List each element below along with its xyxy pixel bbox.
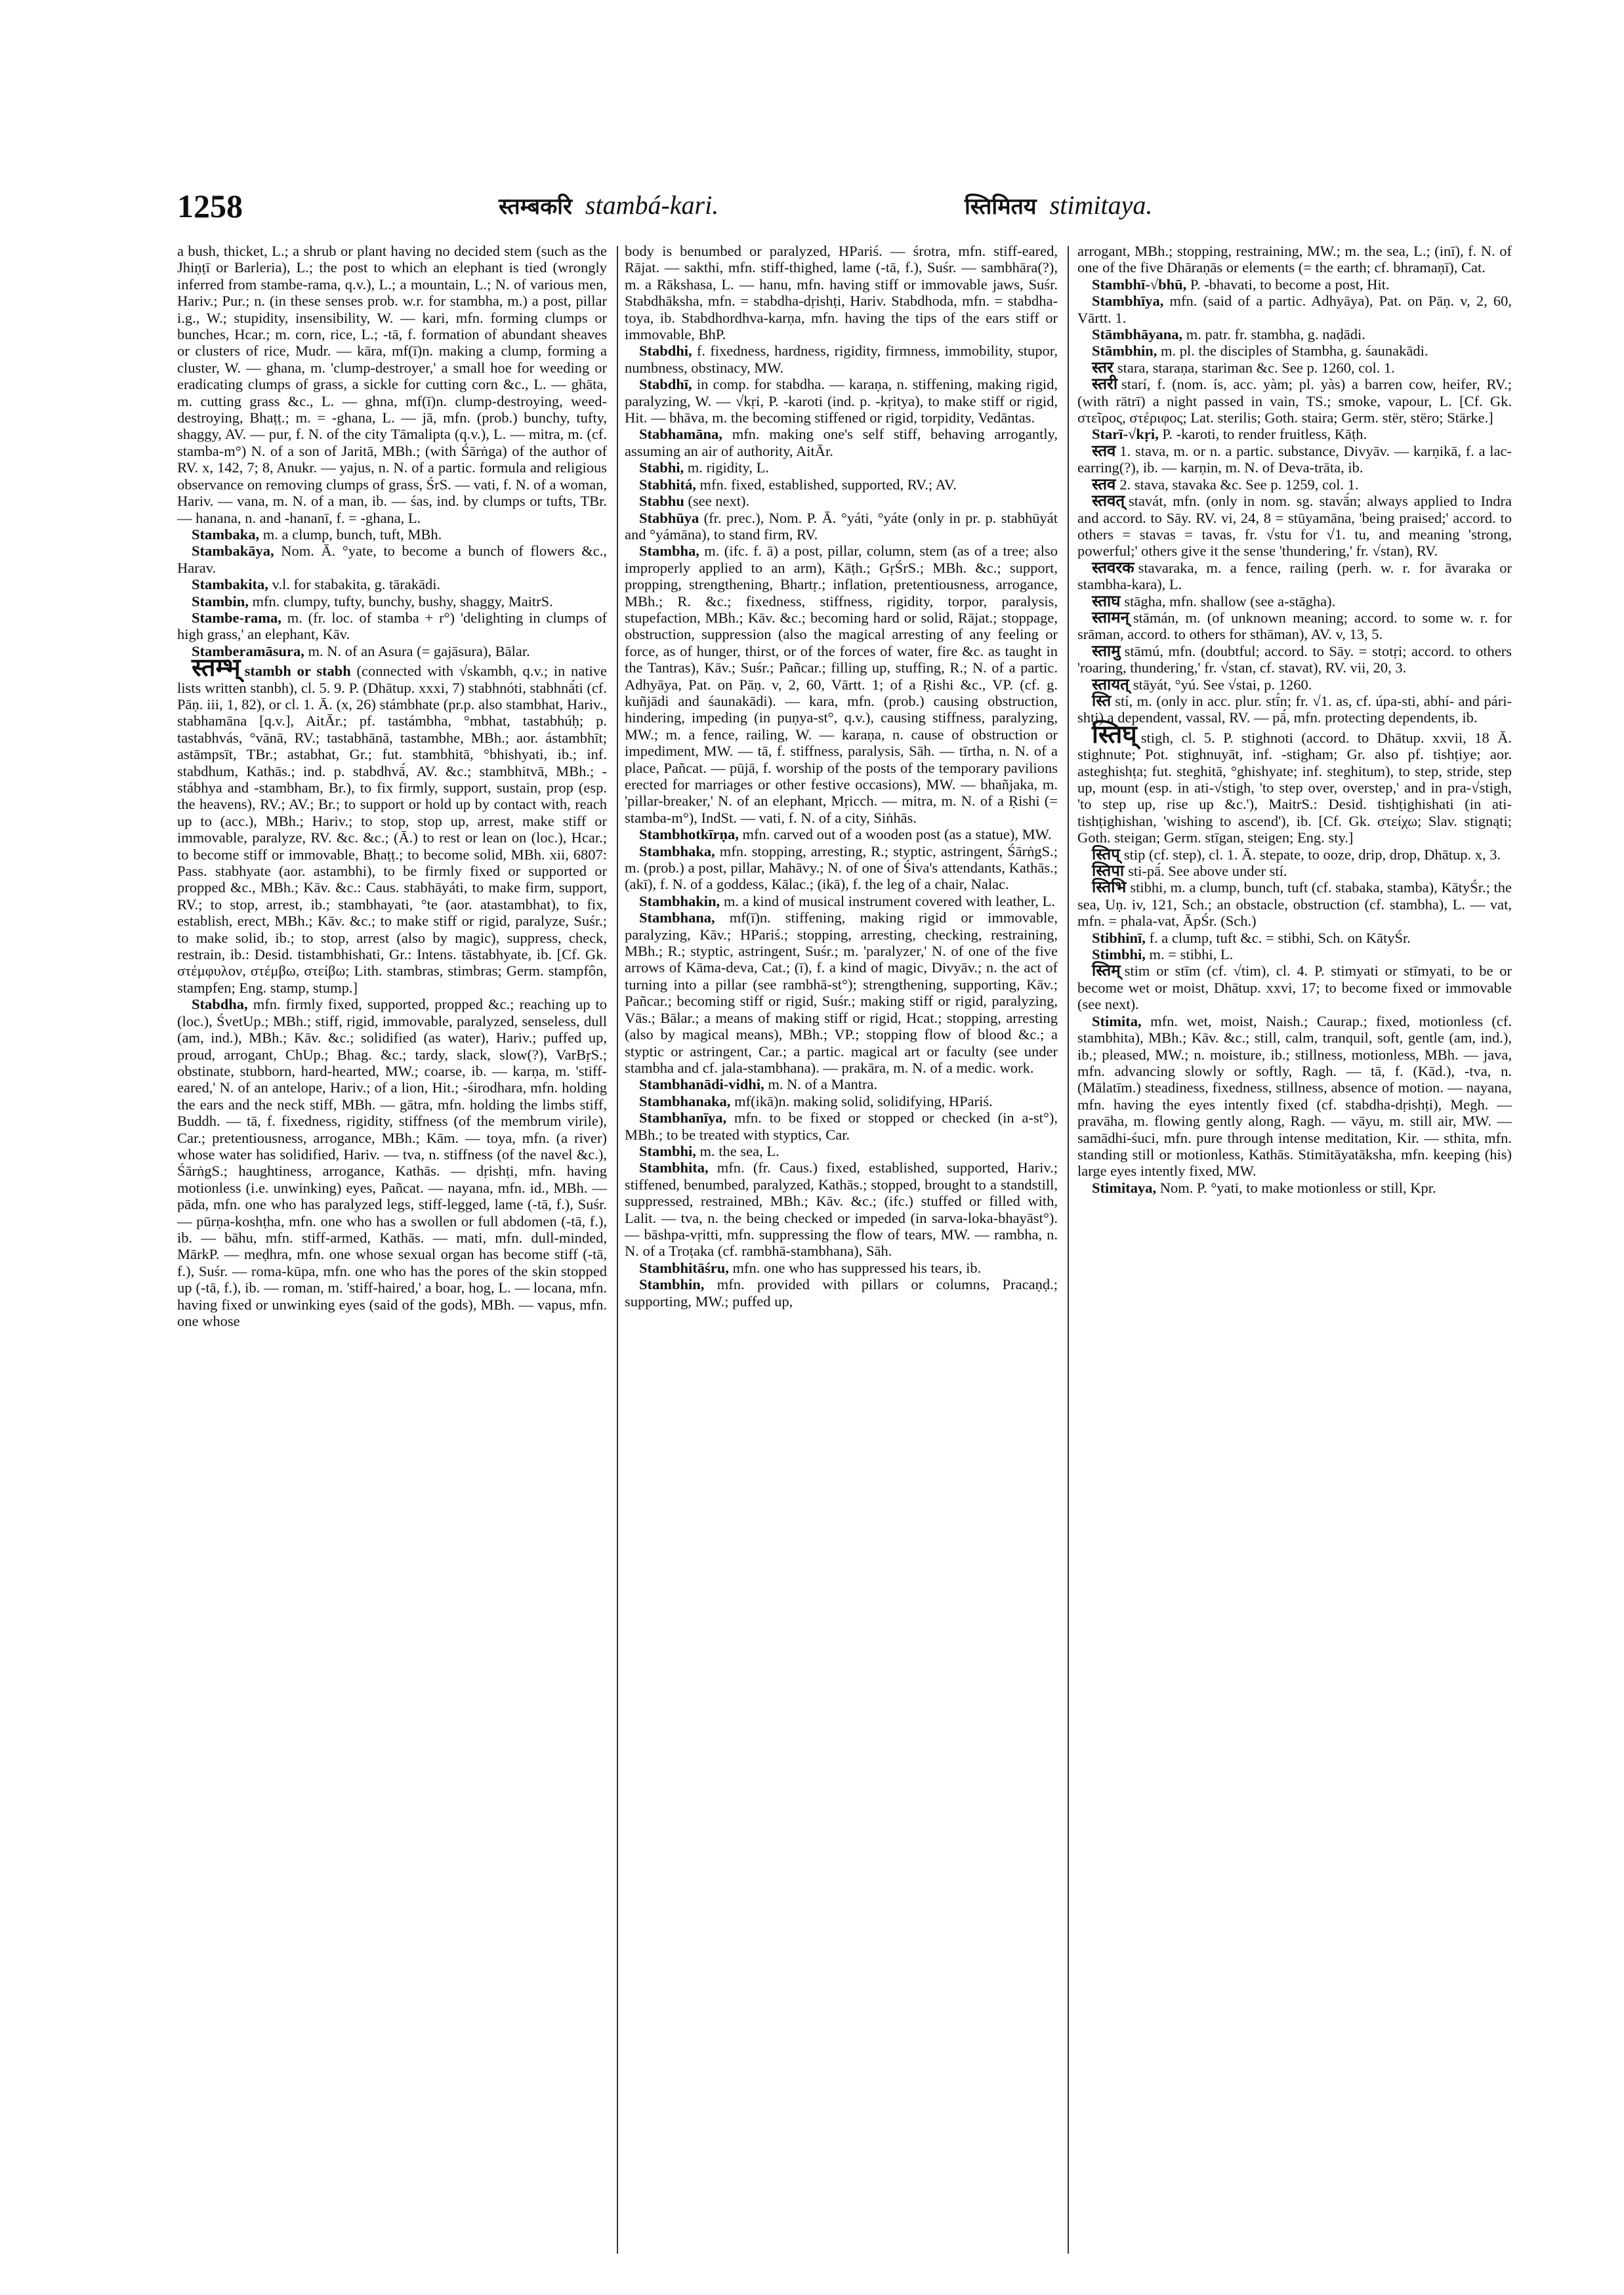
entry-definition: Nom. P. °yati, to make motionless or still, Kpr. (1156, 1179, 1436, 1196)
dictionary-entry (1077, 719, 1512, 846)
entry-headword: Stambakita, (192, 576, 268, 593)
dictionary-entry (625, 476, 1058, 493)
entry-headword: Stāmbhāyana, (1092, 326, 1183, 343)
entry-headword: Stambin, (192, 592, 249, 610)
dictionary-entry (1077, 593, 1512, 610)
entry-definition: 2. stava, stavaka &c. See p. 1259, col. 1. (1119, 476, 1359, 493)
dictionary-entry (1077, 962, 1512, 1012)
entry-definition: mfn. wet, moist, Naish.; Caurap.; fixed, motionless (cf. stambhita), MBh.; Kāv. &c.; still, calm, tranquil, soft, gentle (am, ind.), ib.; pleased, MW.; n. moisture, ib.; stillness, motionless, MBh. — java, mfn. advancing slowly or softly, Ragh. — tā, f. (Kād.), -tva, n. (Mālatīm.) steadiness, fixedness, stillness, absence of motion. — nayana, mfn. having the eyes intently fixed (cf. stabdha-dṛishṭi), Megh. — pravāha, m. flowing gently along, Ragh. — vāyu, m. still air, MW. — samādhi-śuci, mfn. pure through intense meditation, Kir. — sthita, mfn. standing still or motionless, Kathās. Stimitāyatāksha, mfn. keeping (his) large eyes intently fixed, MW. (1077, 1012, 1512, 1180)
dictionary-entry (1077, 1013, 1512, 1180)
page-header (177, 187, 1512, 226)
dictionary-entry (1077, 342, 1512, 359)
entry-devanagari-headword: स्तिभि (1092, 878, 1127, 897)
dictionary-entry (1077, 560, 1512, 593)
entry-definition: mfn. (said of a partic. Adhyāya), Pat. on Pāṇ. v, 2, 60, Vārtt. 1. (1077, 293, 1512, 326)
dictionary-entry (1077, 676, 1512, 693)
dictionary-entry (625, 1260, 1058, 1276)
dictionary-entry (177, 543, 607, 576)
dictionary-entry (1077, 293, 1512, 326)
dictionary-entry (1077, 426, 1512, 442)
entry-definition: m. pl. the disciples of Stambha, g. śaunakādi. (1157, 342, 1428, 360)
dictionary-entry (625, 843, 1058, 893)
entry-definition: starí, f. (nom. ís, acc. yàm; pl. yàs) a barren cow, heifer, RV.; (with rātrī) a night passed in vain, TS.; smoke, vapour, L. [Cf. Gk. στεῖρος, στέριφος; Lat. sterilis; Goth. staira; Germ. stër, stëro; Stärke.] (1077, 376, 1512, 426)
dictionary-entry (625, 826, 1058, 842)
dictionary-entry (177, 526, 607, 543)
entry-definition: P. -bhavati, to become a post, Hit. (1186, 276, 1390, 293)
entry-definition: (connected with √skambh, q.v.; in native lists written stanbh), cl. 5. 9. P. (Dhātup. xxxi, 7) stabhnóti, stabhnā́ti (cf. Pāṇ. iii, 1, 82), or cl. 1. Ā. (x, 26) stámbhate (pr.p. also stambhat, Hariv., stabhamāna [q.v.], AitĀr.; pf. tastámbha, °mbhat, tastabhúḥ; p. tastabhvás, °vānā, RV.; tastabhānā, tastambhe, MBh.; aor. ástambhīt; astāmpsīt, TBr.; astabhat, Gr.; fut. stambhitā, °bhishyati, ib.; inf. stabdhum, Kathās.; ind. p. stabdhvā́, AV. &c.; stambhitvā, MBh.; -stábhya and -stambham, Br.), to fix firmly, support, sustain, prop (esp. the heavens), RV.; AV.; Br.; to support or hold up by contact with, reach up to (acc.), MBh.; Hariv.; to stop, stop up, arrest, make stiff or immovable, paralyze, RV. &c. &c.; (Ā.) to rest or lean on (loc.), Hcar.; to become stiff or immovable, Bhaṭṭ.; to become solid, MBh. xii, 6807: Pass. stabhyate (aor. astambhi), to be firmly fixed or supported or propped &c., MBh.; Kāv. &c.: Caus. stabhāyáti, to make firm, support, RV.; to stop, arrest, ib.; stambhayati, °te (aor. atastambhat), to fix, establish, erect, MBh.; Kāv. &c.; to make stiff or rigid, paralyze, Suśr.; to make solid, ib.; to stop, arrest (also by magic), suppress, check, restrain, ib.: Desid. tistambhishati, Gr.: Intens. tāstabhyate, ib. [Cf. Gk. στέμφυλον, στέμβω, στείβω; Lith. stambras, stimbras; Germ. stampfôn, stampfen; Eng. stamp, stump.] (177, 663, 607, 996)
dictionary-entry (625, 342, 1058, 376)
column-1 (177, 243, 607, 2264)
entry-headword: Stambha, (639, 543, 699, 560)
entry-definition: m. = stibhi, L. (1145, 946, 1234, 963)
dictionary-entry (625, 493, 1058, 509)
dictionary-entry (1077, 879, 1512, 929)
dictionary-entry (1077, 243, 1512, 276)
entry-definition: f. fixedness, hardness, rigidity, firmness, immobility, stupor, numbness, obstinacy, MW. (625, 342, 1058, 376)
entry-definition: m. N. of a Mantra. (764, 1076, 878, 1093)
dictionary-entry (1077, 846, 1512, 863)
entry-headword: Stambhitāśru, (639, 1259, 729, 1276)
dictionary-entry (625, 543, 1058, 826)
entry-definition: mfn. fixed, established, supported, RV.; AV. (696, 476, 957, 493)
entry-headword: Stambhanaka, (639, 1092, 731, 1109)
entry-headword: Stabhitá, (639, 476, 696, 493)
dictionary-entry (625, 1109, 1058, 1143)
entry-definition: m. a clump, bunch, tuft, MBh. (259, 526, 442, 543)
entry-headword: Stimita, (1092, 1012, 1142, 1029)
entry-definition: mfn. stopping, arresting, R.; styptic, astringent, ŚārṅgS.; m. (prob.) a post, pillar, Mahāvy.; N. of one of Śiva's attendants, Kathās.; (akī), f. N. of a goddess, Kālac.; (ikā), f. the leg of a chair, Nalac. (625, 842, 1058, 893)
entry-devanagari-headword: स्तर (1092, 358, 1114, 377)
entry-headword: Stambakāya, (192, 543, 274, 560)
entry-definition: mfn. one who has suppressed his tears, ib. (728, 1259, 982, 1276)
entry-definition: stāyát, °yú. See √stai, p. 1260. (1133, 676, 1312, 693)
entry-devanagari-headword: स्ताघ (1092, 591, 1121, 610)
column-2 (625, 243, 1058, 2264)
dictionary-entry (1077, 610, 1512, 643)
entry-headword: Stambe-rama, (192, 609, 281, 626)
dictionary-entry (1077, 376, 1512, 426)
entry-definition: Nom. Ā. °yate, to become a bunch of flowers &c., Harav. (177, 543, 607, 576)
entry-headword: Stabhu (639, 493, 684, 510)
entry-definition: stibhi, m. a clump, bunch, tuft (cf. stabaka, stamba), KātyŚr.; the sea, Uṇ. iv, 121, Sch.; an obstacle, obstruction (cf. stambha), L. — vat, mfn. = phala-vat, ĀpŚr. (Sch.) (1077, 879, 1512, 930)
entry-headword: Stibhinī, (1092, 929, 1146, 946)
entry-definition: stavát, mfn. (only in nom. sg. stavā́n; always applied to Indra and accord. to Sāy. RV. vi, 24, 8 = stūyamāna, 'being praised;' accord. to others = stavas = tavas, fr. √stu for √1. tu, and meaning 'strong, powerful;' others give it the sense 'thundering,' fr. √stan), RV. (1077, 493, 1512, 560)
entry-definition: sti-pā́. See above under stí. (1128, 863, 1287, 880)
entry-definition: mf(ī)n. stiffening, making rigid or immovable, paralyzing, Kāv.; HPariś.; stopping, arresting, checking, restraining, MBh.; R.; styptic, astringent, Suśr.; m. 'paralyzer,' N. of one of the five arrows of Kāma-deva, Cat.; (ī), f. a kind of magic, Divyāv.; n. the act of turning into a pillar (see rambhā-st°); strengthening, supporting, Kāv.; Pañcar.; becoming stiff or rigid, Suśr.; making stiff or rigid, paralyzing, Vās.; Bālar.; a means of making stiff or rigid, Hcat.; stopping, arresting (also by magical means), MBh.; VP.; stopping flow of blood &c.; a styptic or astringent, Car.; a partic. magical art or faculty (see under stambha and cf. jala-stambhana). — prakāra, m. N. of a medic. work. (625, 909, 1058, 1076)
entry-definition: f. a clump, tuft &c. = stibhi, Sch. on KātyŚr. (1145, 929, 1411, 946)
entry-devanagari-headword: स्तिघ् (1092, 719, 1137, 749)
entry-definition: m. (fr. loc. of stamba + r°) 'delighting in clumps of high grass,' an elephant, Kāv. (177, 609, 607, 643)
entry-headword: Stimitaya, (1092, 1179, 1157, 1196)
entry-definition: m. patr. fr. stambha, g. naḍādi. (1182, 326, 1365, 343)
entry-definition: arrogant, MBh.; stopping, restraining, MW.; m. the sea, L.; (inī), f. N. of one of the five Dhāraṇās or elements (= the earth; cf. bhramaṇī), Cat. (1077, 243, 1512, 276)
entry-devanagari-headword: स्तिप् (1092, 844, 1120, 863)
dictionary-entry (1077, 946, 1512, 962)
dictionary-entry (1077, 930, 1512, 946)
entry-headword: Stambhanādi-vidhi, (639, 1076, 764, 1093)
entry-definition: body is benumbed or paralyzed, HPariś. — śrotra, mfn. stiff-eared, Rājat. — sakthi, mfn. stiff-thighed, lame (-tā, f.), Suśr. — sambhāra(?), m. a Rākshasa, L. — hanu, mfn. having stiff or immovable jaws, Suśr. Stabdhāksha, mfn. = stabdha-dṛishṭi, Hariv. Stabdhoda, mfn. = stabdha-toya, ib. Stabdhordhva-karṇa, mfn. having the tips of the ears stiff or immovable, BhP. (625, 243, 1058, 343)
entry-devanagari-headword: स्तरी (1092, 375, 1118, 394)
entry-definition: (see next). (684, 493, 750, 510)
dictionary-entry (177, 643, 607, 659)
entry-headword: Stabhamāna, (639, 426, 722, 443)
dictionary-entry (177, 576, 607, 592)
dictionary-entry (1077, 863, 1512, 879)
entry-devanagari-headword: स्तम्भ् (192, 653, 241, 682)
right-guide-latin: stimitaya. (1049, 190, 1153, 220)
dictionary-entry (1077, 693, 1512, 726)
entry-devanagari-headword: स्तामु (1092, 641, 1121, 660)
entry-definition: mfn. firmly fixed, supported, propped &c.; reaching up to (loc.), ŚvetUp.; MBh.; stiff, rigid, immovable, paralyzed, senseless, dull (am, ind.), MBh.; Kāv. &c.; solidified (as water), Hariv.; puffed up, proud, arrogant, ChUp.; Bhag. &c.; tardy, slack, slow(?), VarBṛS.; obstinate, stubborn, hard-hearted, MW.; coarse, ib. — karṇa, m. 'stiff-eared,' N. of an antelope, Hariv.; of a lion, Hit.; -śirodhara, mfn. holding the ears and the neck stiff, MBh. — gātra, mfn. holding the limbs stiff, Buddh. — tā, f. fixedness, rigidity, stiffness (of the membrum virile), Car.; pretentiousness, arrogance, MBh.; Kām. — toya, mfn. (a river) whose water has solidified, Hariv. — tva, n. stiffness (of the navel &c.), ŚārṅgS.; haughtiness, arrogance, Kathās. — dṛishṭi, mfn. having motionless (i.e. unwinking) eyes, Pañcat. — nayana, mfn. id., MBh. — pāda, mfn. one who has paralyzed legs, stiff-legged, lame (-tā, f.), Suśr. — pūrṇa-koshṭha, mfn. one who has a swollen or full abdomen (-tā, f.), ib. — bāhu, mfn. stiff-armed, Kathās. — mati, mfn. dull-minded, MārkP. — meḍhra, mfn. one whose sexual organ has become stiff (-tā, f.), Suśr. — roma-kūpa, mfn. one who has the pores of the skin stopped up (-tā, f.), ib. — roman, m. 'stiff-haired,' a boar, hog, L. — locana, mfn. having fixed or unwinking eyes (said of the gods), MBh. — vapus, mfn. one whose (177, 996, 607, 1329)
entry-definition: mfn. carved out of a wooden post (as a statue), MW. (738, 826, 1052, 843)
entry-definition: mfn. clumpy, tufty, bunchy, bushy, shaggy, MaitrS. (248, 592, 553, 610)
dictionary-entry (177, 996, 607, 1329)
page-number: 1258 (177, 188, 243, 224)
dictionary-entry (177, 593, 607, 610)
dictionary-entry (625, 510, 1058, 543)
entry-devanagari-headword: स्तव (1092, 441, 1116, 460)
entry-headword: Stambhī-√bhū, (1092, 276, 1187, 293)
entry-headword: Stambhanīya, (639, 1109, 727, 1127)
entry-headword: Stambhita, (639, 1159, 709, 1176)
entry-headword: Stambhana, (639, 909, 715, 926)
entry-definition: P. -karoti, to render fruitless, Kāṭh. (1158, 426, 1367, 443)
dictionary-entry (1077, 1180, 1512, 1196)
entry-definition: m. rigidity, L. (684, 459, 769, 476)
entry-definition: 1. stava, m. or n. a partic. substance, Divyāv. — karṇikā, f. a lac-earring(?), ib. — karṇin, m. N. of Deva-trāta, ib. (1077, 442, 1512, 476)
dictionary-entry (625, 1143, 1058, 1159)
left-guide-latin: stambá-kari. (585, 190, 719, 220)
entry-devanagari-headword: स्ति (1092, 691, 1112, 710)
right-guide-devanagari: स्तिमितय (965, 194, 1037, 220)
dictionary-entry (1077, 493, 1512, 560)
entry-definition: stigh, cl. 5. P. stighnoti (accord. to Dhātup. xxvii, 18 Ā. stighnute; Pot. stighnuyāt, inf. -stigham; Gr. also pf. tishṭiye; aor. asteghishṭa; fut. steghitā, °ghishyate; inf. steghitum), to step, stride, step up, mount (esp. in ati-√stigh, 'to step over, overstep,' and in pra-√stigh, 'to step up, rise up &c.'), MaitrS.: Desid. tishṭighishati (in ati-tishṭighishan, 'wishing to ascend'), ib. [Cf. Gk. στείχω; Slav. stignąti; Goth. steigan; Germ. stīgan, steigen; Eng. sty.] (1077, 729, 1512, 846)
entry-definition: m. N. of an Asura (= gajāsura), Bālar. (304, 642, 530, 659)
entry-headword: Stimbhi, (1092, 946, 1146, 963)
entry-headword: Stambhotkīrṇa, (639, 826, 739, 843)
entry-definition: m. (ifc. f. ā) a post, pillar, column, stem (as of a tree; also improperly applied to an arm), Kāṭh.; GṛŚrS.; MBh. &c.; support, propping, strengthening, Bhartṛ.; inflation, pretentiousness, arrogance, MBh.; R. &c.; fixedness, stiffness, rigidity, torpor, paralysis, stupefaction, MBh.; Kāv. &c.; becoming hard or solid, Rājat.; stoppage, obstruction, suppression (also the magical arresting of any feeling or force, as of hunger, thirst, or of the forces of water, fire &c. as taught in the Tantras), Kāv.; Suśr.; Pañcar.; filling up, stuffing, R.; N. of a partic. Adhyāya, Pat. on Pāṇ. v, 2, 60, Vārtt. 1; of a Ṛishi &c., VP. (cf. g. kuñjādi and śaunakādi). — kara, mfn. (prob.) causing obstruction, hindering, impeding (in puṇya-st°, q.v.), causing stiffness, paralyzing, MW.; m. a fence, railing, W. — karaṇa, n. cause of obstruction or impediment, MW. — tā, f. stiffness, paralysis, Sāh. — tīrtha, n. N. of a place, Pañcat. — pūjā, f. worship of the posts of the temporary pavilions erected for marriages or other festive occasions), MW. — bhañjaka, m. 'pillar-breaker,' N. of an elephant, Mṛicch. — mitra, m. N. of a Ṛishi (= stamba-m°), IndSt. — vati, f. N. of a city, Siṅhās. (625, 543, 1058, 826)
dictionary-entry (625, 1076, 1058, 1092)
entry-definition: a bush, thicket, L.; a shrub or plant having no decided stem (such as the Jhiṇṭī or Barleria), L.; the post to which an elephant is tied (wrongly inferred from stambe-rama, q.v.), L.; a mountain, L.; N. of various men, Hariv.; Pur.; n. (in these senses prob. w.r. for stambha, m.) a post, pillar i.g., W.; stupidity, insensibility, W. — kari, mfn. forming clumps or bunches, Hcar.; m. corn, rice, L.; -tā, f. formation of abundant sheaves or clusters of rice, Mudr. — kāra, mf(ī)n. making a clump, forming a cluster, W. — ghana, m. 'clump-destroyer,' a small hoe for weeding or eradicating clumps of grass, a sickle for cutting corn &c., L. — ghāta, m. cutting grass &c., L. — ghna, mf(ī)n. clump-destroying, weed-destroying, Bhaṭṭ.; m. = -ghana, L. — jā, mfn. (prob.) bunchy, tufty, shaggy, AV. — pur, f. N. of the city Tāmalipta (q.v.), L. — mitra, m. (cf. stamba-m°) N. of a son of Jaritā, MBh.; (with Śārṅga) of the author of RV. x, 142, 7; 8, Anukr. — yajus, n. N. of a partic. formula and religious observance on removing clumps of grass, ŚrS. — vati, f. N. of a woman, Hariv. — vana, m. N. of a man, ib. — śas, ind. by clumps or tufts, TBr. — hanana, n. and -hananī, f. = -ghana, L. (177, 243, 607, 526)
dictionary-entry (1077, 326, 1512, 342)
dictionary-entry (177, 243, 607, 526)
left-guide-word (499, 190, 718, 220)
entry-devanagari-headword: स्तिपा (1092, 861, 1125, 880)
entry-definition: m. the sea, L. (696, 1142, 780, 1159)
dictionary-entry (1077, 643, 1512, 676)
dictionary-entry (625, 909, 1058, 1076)
dictionary-entry (625, 1159, 1058, 1259)
column-3 (1077, 243, 1512, 2264)
entry-headword: Starī-√kṛi, (1092, 426, 1159, 443)
entry-definition: in comp. for stabdha. — karaṇa, n. stiffening, making rigid, paralyzing, W. — √kṛi, P. -karoti (ind. p. -kṛitya), to make stiff or rigid, Hit. — bhāva, m. the becoming stiffened or rigid, torpidity, Vedāntas. (625, 376, 1058, 426)
entry-definition: stavaraka, m. a fence, railing (perh. w. r. for āvaraka or stambha-kara), L. (1077, 559, 1512, 593)
entry-devanagari-headword: स्तामन् (1092, 608, 1129, 627)
entry-headword: Stabdha, (192, 996, 248, 1013)
entry-definition: stip (cf. step), cl. 1. Ā. stepate, to ooze, drip, drop, Dhātup. x, 3. (1123, 846, 1501, 863)
entry-definition: v.l. for stabakita, g. tārakādi. (268, 576, 441, 593)
dictionary-entry (177, 610, 607, 643)
entry-headword: Stabhūya (639, 509, 699, 526)
entry-headword: stambh or stabh (244, 663, 351, 680)
entry-devanagari-headword: स्तवरक (1092, 558, 1135, 577)
entry-definition: mfn. provided with pillars or columns, Pracaṇḍ.; supporting, MW.; puffed up, (625, 1276, 1058, 1310)
entry-definition: stim or stīm (cf. √tim), cl. 4. P. stimyati or stīmyati, to be or become wet or moist, Dhātup. xxvi, 17; to become fixed or immovable (see next). (1077, 962, 1512, 1013)
dictionary-entry (177, 653, 607, 996)
entry-definition: stara, staraṇa, stariman &c. See p. 1260, col. 1. (1117, 359, 1395, 376)
entry-headword: Stambhi, (639, 1142, 696, 1159)
dictionary-entry (625, 1276, 1058, 1310)
entry-headword: Stamberamāsura, (192, 642, 304, 659)
entry-devanagari-headword: स्तवत् (1092, 491, 1125, 510)
entry-headword: Stabdhī, (639, 376, 692, 393)
entry-definition: mfn. making one's self stiff, behaving arrogantly, assuming an air of authority, AitĀr. (625, 426, 1058, 459)
right-guide-word (965, 190, 1152, 220)
entry-definition: m. a kind of musical instrument covered with leather, L. (720, 892, 1056, 909)
entry-devanagari-headword: स्तायत् (1092, 674, 1129, 693)
dictionary-entry (625, 243, 1058, 342)
entry-headword: Stāmbhin, (1092, 342, 1157, 360)
dictionary-entry (1077, 276, 1512, 293)
dictionary-entry (625, 1093, 1058, 1109)
entry-headword: Stambhaka, (639, 842, 715, 859)
entry-definition: stāmú, mfn. (doubtful; accord. to Sāy. = stotṛi; accord. to others 'roaring, thundering,' fr. √stan, cf. stavat), RV. vii, 20, 3. (1077, 642, 1512, 676)
entry-definition: stí, m. (only in acc. plur. stī́n; fr. √1. as, cf. úpa-sti, abhí- and pári-shṭi) a dependent, vassal, RV. — pā́, mfn. protecting dependents, ib. (1077, 692, 1512, 726)
entry-devanagari-headword: स्तिम् (1092, 961, 1121, 980)
entry-definition: mfn. (fr. Caus.) fixed, established, supported, Hariv.; stiffened, benumbed, paralyzed, Kathās.; stopped, brought to a standstill, suppressed, restrained, MBh.; Kāv. &c.; (ifc.) stuffed or filled with, Lalit. — tva, n. the being checked or impeded (in sarva-loka-bhayāst°). — bāshpa-vṛitti, mfn. suppressing the flow of tears, MW. — rambha, n. N. of a Troṭaka (cf. rambhā-stambhana), Sāh. (625, 1159, 1058, 1260)
entry-headword: Stambaka, (192, 526, 260, 543)
entry-headword: Stabhi, (639, 459, 684, 476)
dictionary-entry (625, 376, 1058, 426)
entry-definition: mfn. to be fixed or stopped or checked (in a-st°), MBh.; to be treated with styptics, Car. (625, 1109, 1058, 1143)
dictionary-entry (1077, 360, 1512, 376)
column-divider (617, 246, 618, 2254)
entry-headword: Stabdhi, (639, 342, 692, 360)
dictionary-entry (625, 893, 1058, 909)
dictionary-entry (1077, 443, 1512, 476)
entry-definition: (fr. prec.), Nom. P. Ā. °yáti, °yáte (only in pr. p. stabhūyát and °yámāna), to stand firm, RV. (625, 509, 1058, 543)
entry-definition: mf(ikā)n. making solid, solidifying, HPariś. (730, 1092, 993, 1109)
dictionary-entry (1077, 476, 1512, 493)
entry-definition: stāmán, m. (of unknown meaning; accord. to some w. r. for srāman, accord. to others for sthāman), AV. v, 13, 5. (1077, 609, 1512, 643)
column-divider (1068, 246, 1069, 2254)
entry-definition: stāgha, mfn. shallow (see a-stāgha). (1124, 592, 1336, 610)
entry-headword: Stambhakin, (639, 892, 720, 909)
entry-devanagari-headword: स्तव (1092, 474, 1116, 493)
left-guide-devanagari: स्तम्बकरि (499, 194, 572, 220)
dictionary-entry (625, 426, 1058, 459)
entry-headword: Stambhīya, (1092, 293, 1164, 310)
dictionary-entry (625, 459, 1058, 476)
entry-headword: Stambhin, (639, 1276, 705, 1293)
